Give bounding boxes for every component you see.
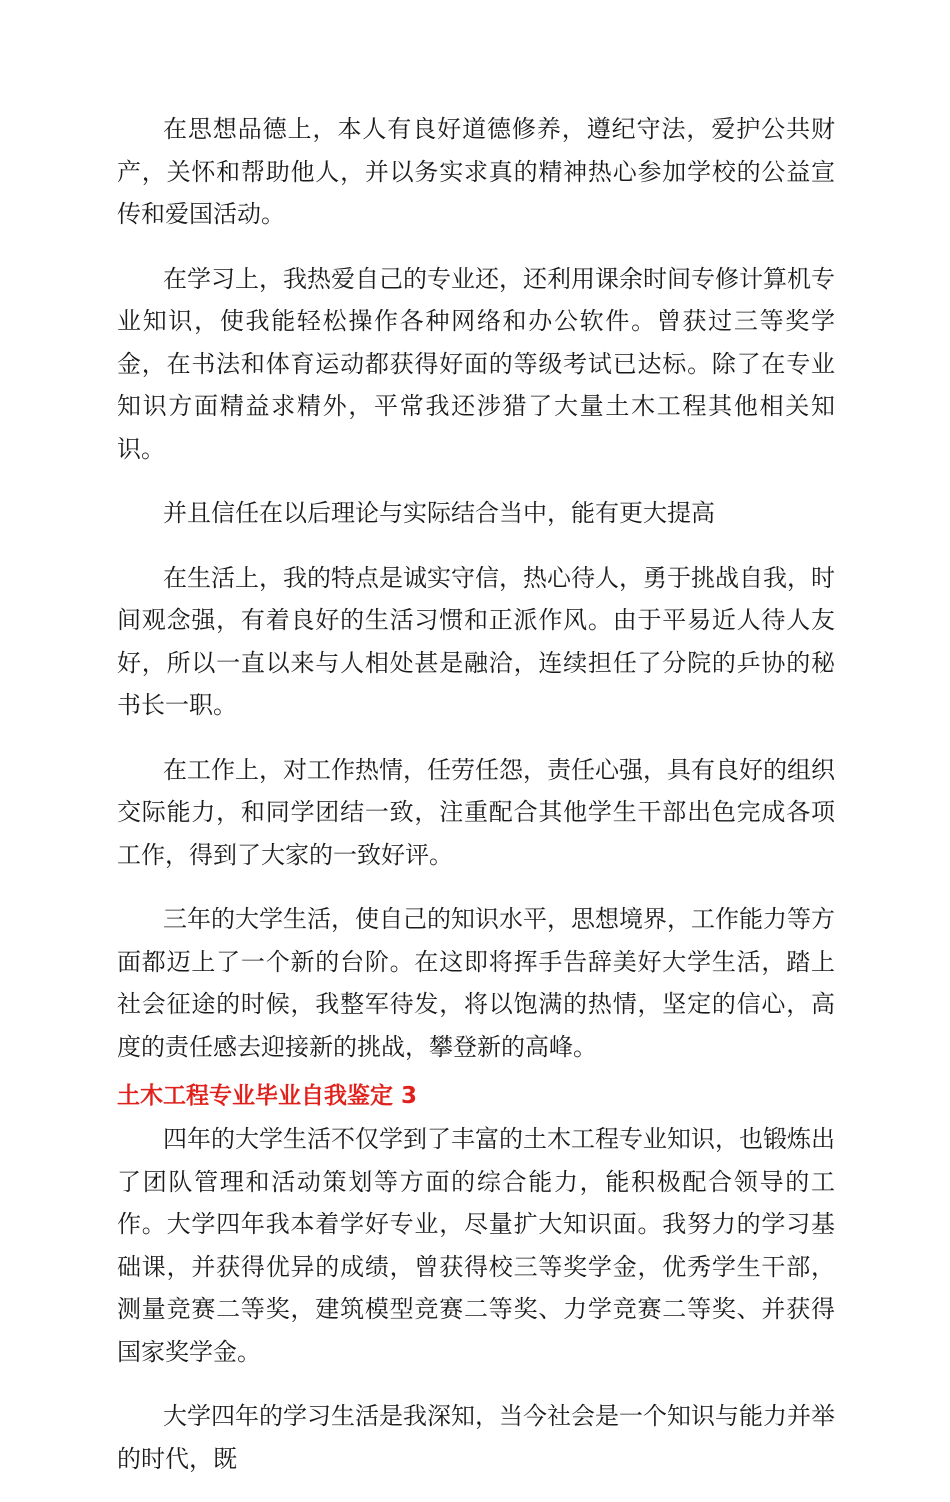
section-heading: 土木工程专业毕业自我鉴定 3	[117, 1083, 418, 1109]
paragraph-study-life: 大学四年的学习生活是我深知，当今社会是一个知识与能力并举的时代，既	[117, 1402, 835, 1473]
paragraph-four-years: 四年的大学生活不仅学到了丰富的土木工程专业知识，也锻炼出了团队管理和活动策划等方面的综合能力，能积极配合领导的工作。大学四年我本着学好专业，尽量扩大知识面。我努力的学习基础课，并获得优异的成绩，曾获得校三等奖学金，优秀学生干部，测量竞赛二等奖，建筑模型竞赛二等奖、力学竞赛二等奖、并获得国家奖学金。	[117, 1125, 835, 1366]
paragraph-summary: 三年的大学生活，使自己的知识水平，思想境界，工作能力等方面都迈上了一个新的台阶。在这即将挥手告辞美好大学生活，踏上社会征途的时候，我整军待发，将以饱满的热情，坚定的信心，高度的责任感去迎接新的挑战，攀登新的高峰。	[117, 905, 835, 1061]
paragraph-morality: 在思想品德上，本人有良好道德修养，遵纪守法，爱护公共财产，关怀和帮助他人，并以务实求真的精神热心参加学校的公益宣传和爱国活动。	[117, 115, 835, 228]
paragraph-work: 在工作上，对工作热情，任劳任怨，责任心强，具有良好的组织交际能力，和同学团结一致，注重配合其他学生干部出色完成各项工作，得到了大家的一致好评。	[117, 755, 835, 869]
document-body	[117, 108, 835, 1502]
paragraph-study: 在学习上，我热爱自己的专业还，还利用课余时间专修计算机专业知识，使我能轻松操作各种网络和办公软件。曾获过三等奖学金，在书法和体育运动都获得好面的等级考试已达标。除了在专业知识方面精益求精外，平常我还涉猎了大量土木工程其他相关知识。	[117, 264, 835, 463]
paragraph-theory-practice: 并且信任在以后理论与实际结合当中，能有更大提高	[163, 499, 715, 527]
paragraph-life: 在生活上，我的特点是诚实守信，热心待人，勇于挑战自我，时间观念强，有着良好的生活习惯和正派作风。由于平易近人待人友好，所以一直以来与人相处甚是融洽，连续担任了分院的乒协的秘书长一职。	[117, 563, 835, 719]
